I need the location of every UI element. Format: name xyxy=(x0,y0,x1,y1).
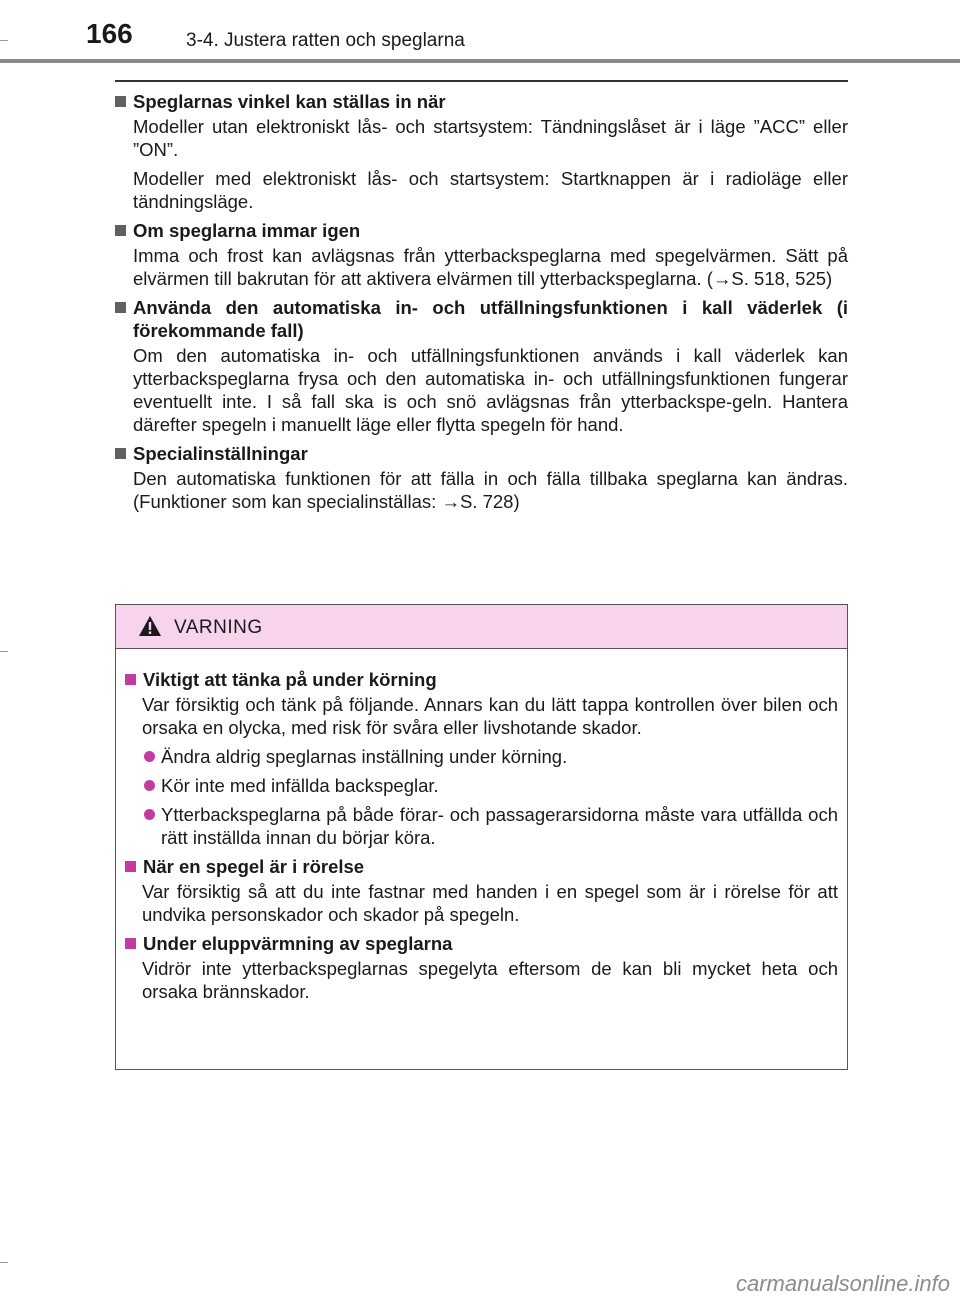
warning-header xyxy=(116,605,847,649)
crop-mark xyxy=(0,651,8,652)
warning-section-driving xyxy=(125,668,838,849)
warning-section-heating xyxy=(125,932,838,1003)
page-number: 166 xyxy=(86,18,133,49)
section-heading xyxy=(115,296,848,342)
warning-section-heading xyxy=(125,668,838,691)
paragraph: Modeller med elektroniskt lås- och startsystem: Startknappen är i radioläge eller tändningsläge. xyxy=(133,168,848,212)
paragraph: Imma och frost kan avlägsnas från ytterbackspeglarna med spegelvärmen. Sätt på elvärmen till bakrutan för att aktivera elvärmen till ytterbackspeglarna. (→S. 518, 525) xyxy=(133,245,848,289)
watermark: carmanualsonline.info xyxy=(735,1271,950,1296)
warning-section-heading xyxy=(125,932,838,955)
warning-section-mirror-moving xyxy=(125,855,838,926)
paragraph: Den automatiska funktionen för att fälla in och fälla tillbaka speglarna kan ändras. (Funktioner som kan specialinställas: →S. 728) xyxy=(133,468,848,512)
square-bullet-icon xyxy=(115,96,126,107)
section-fogging xyxy=(115,219,848,290)
paragraph: Om den automatiska in- och utfällningsfunktionen används i kall väderlek kan ytterbackspeglarna frysa och den automatiska in- och utfällningsfunktionen fungerar eventuellt inte. I så fall ska is och snö avlägsnas från ytterbackspe-geln. Hantera därefter spegeln i manuellt läge eller flytta spegeln för hand. xyxy=(133,345,848,435)
header-rule xyxy=(0,59,960,63)
crop-mark xyxy=(0,40,8,41)
list-item xyxy=(142,745,838,768)
section-customization xyxy=(115,442,848,513)
warning-paragraph: Vidrör inte ytterbackspeglarnas spegelyta eftersom de kan bli mycket heta och orsaka brännskador. xyxy=(142,958,838,1002)
crop-mark xyxy=(0,1262,8,1263)
round-bullet-icon xyxy=(144,809,155,820)
bullet-text: Kör inte med infällda backspeglar. xyxy=(161,775,439,796)
content-rule xyxy=(115,80,848,82)
chapter-title: 3-4. Justera ratten och speglarna xyxy=(186,30,465,51)
square-bullet-icon xyxy=(125,938,136,949)
bullet-text: Ändra aldrig speglarnas inställning under körning. xyxy=(161,746,568,767)
warning-paragraph: Var försiktig så att du inte fastnar med handen i en spegel som är i rörelse för att undvika personskador och skador på spegeln. xyxy=(142,881,838,925)
section-cold-weather xyxy=(115,296,848,436)
square-bullet-icon xyxy=(115,225,126,236)
heading-text: Specialinställningar xyxy=(133,443,308,464)
paragraph: Modeller utan elektroniskt lås- och startsystem: Tändningslåset är i läge ”ACC” eller ”ON”. xyxy=(133,116,848,160)
heading-text: Under eluppvärmning av speglarna xyxy=(143,933,453,954)
warning-triangle-icon xyxy=(138,615,162,637)
heading-text: Om speglarna immar igen xyxy=(133,220,361,241)
warning-section-heading xyxy=(125,855,838,878)
list-item xyxy=(142,774,838,797)
warning-paragraph: Var försiktig och tänk på följande. Annars kan du lätt tappa kontrollen över bilen och orsaka en olycka, med risk för svåra eller livshotande skador. xyxy=(142,694,838,738)
square-bullet-icon xyxy=(115,302,126,313)
round-bullet-icon xyxy=(144,780,155,791)
heading-text: Speglarnas vinkel kan ställas in när xyxy=(133,91,446,112)
square-bullet-icon xyxy=(125,674,136,685)
section-heading xyxy=(115,90,848,113)
list-item xyxy=(142,803,838,849)
section-heading xyxy=(115,219,848,242)
main-content xyxy=(115,90,848,519)
square-bullet-icon xyxy=(125,861,136,872)
heading-text: När en spegel är i rörelse xyxy=(143,856,365,877)
bullet-text: Ytterbackspeglarna på både förar- och passagerarsidorna måste vara utfällda och rätt inställda innan du börjar köra. xyxy=(161,804,838,848)
section-mirror-angle xyxy=(115,90,848,213)
round-bullet-icon xyxy=(144,751,155,762)
section-heading xyxy=(115,442,848,465)
heading-text: Viktigt att tänka på under körning xyxy=(143,669,437,690)
heading-text: Använda den automatiska in- och utfällningsfunktionen i kall väderlek (i förekommande fall) xyxy=(133,297,848,341)
warning-box xyxy=(115,604,848,1070)
warning-body xyxy=(116,649,847,1003)
warning-title: VARNING xyxy=(174,617,263,638)
square-bullet-icon xyxy=(115,448,126,459)
